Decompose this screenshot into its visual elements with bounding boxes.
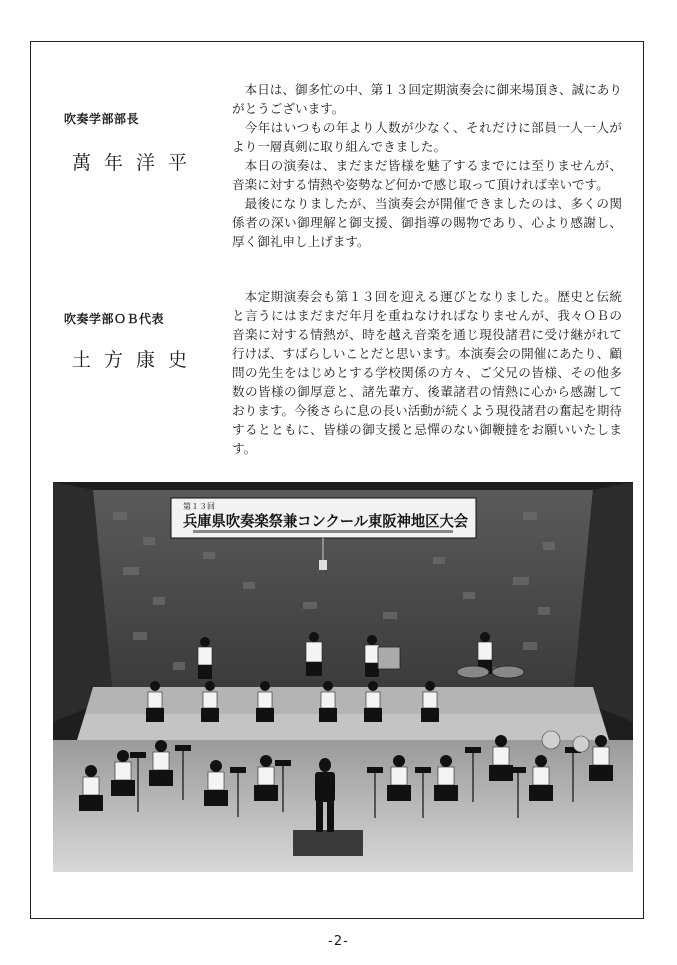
message-paragraph: 今年はいつもの年より人数が少なく、それだけに部員一人一人がより一層真剣に取り組んできました。: [232, 120, 622, 154]
president-role: 吹奏学部部長: [64, 112, 140, 126]
banner-subtitle: 第１３回: [183, 502, 215, 511]
message-paragraph: 本日の演奏は、まだまだ皆様を魅了するまでには至りませんが、音楽に対する情熱や姿勢など何かで感じ取って頂ければ幸いです。: [232, 158, 622, 192]
ob-representative-name: 土方康史: [72, 349, 201, 371]
message-paragraph: 本定期演奏会も第１３回を迎える運びとなりました。歴史と伝統と言うにはまだまだ年月を重ねなければなりませんが、我々ＯＢの音楽に対する情熱が、時を越え音楽を通じ現役諸君に受け継がれて行けば、すばらしいことだと思います。本演奏会の開催にあたり、顧問の先生をはじめとする学校関係の方々、ご父兄の皆様、その他多数の皆様の御厚意と、諸先輩方、後輩諸君の情熱に心から感謝しております。今後さらに息の長い活動が続くよう現役諸君の奮起を期待するとともに、皆様の御支援と忌憚のない御鞭撻をお願いいたします。: [232, 289, 622, 456]
president-message: [232, 80, 622, 251]
concert-photo: [53, 482, 633, 872]
ob-representative-role: 吹奏学部ＯＢ代表: [64, 312, 165, 326]
page-number: -2-: [328, 934, 349, 949]
message-paragraph: 最後になりましたが、当演奏会が開催できましたのは、多くの関係者の深い御理解と御支援、御指導の賜物であり、心より感謝し、厚く御礼申し上げます。: [232, 196, 622, 249]
president-name: 萬年洋平: [72, 152, 201, 174]
message-paragraph: 本日は、御多忙の中、第１３回定期演奏会に御来場頂き、誠にありがとうございます。: [232, 82, 622, 116]
banner-title: 兵庫県吹奏楽祭兼コンクール東阪神地区大会: [183, 512, 468, 530]
ob-representative-message: [232, 287, 622, 458]
